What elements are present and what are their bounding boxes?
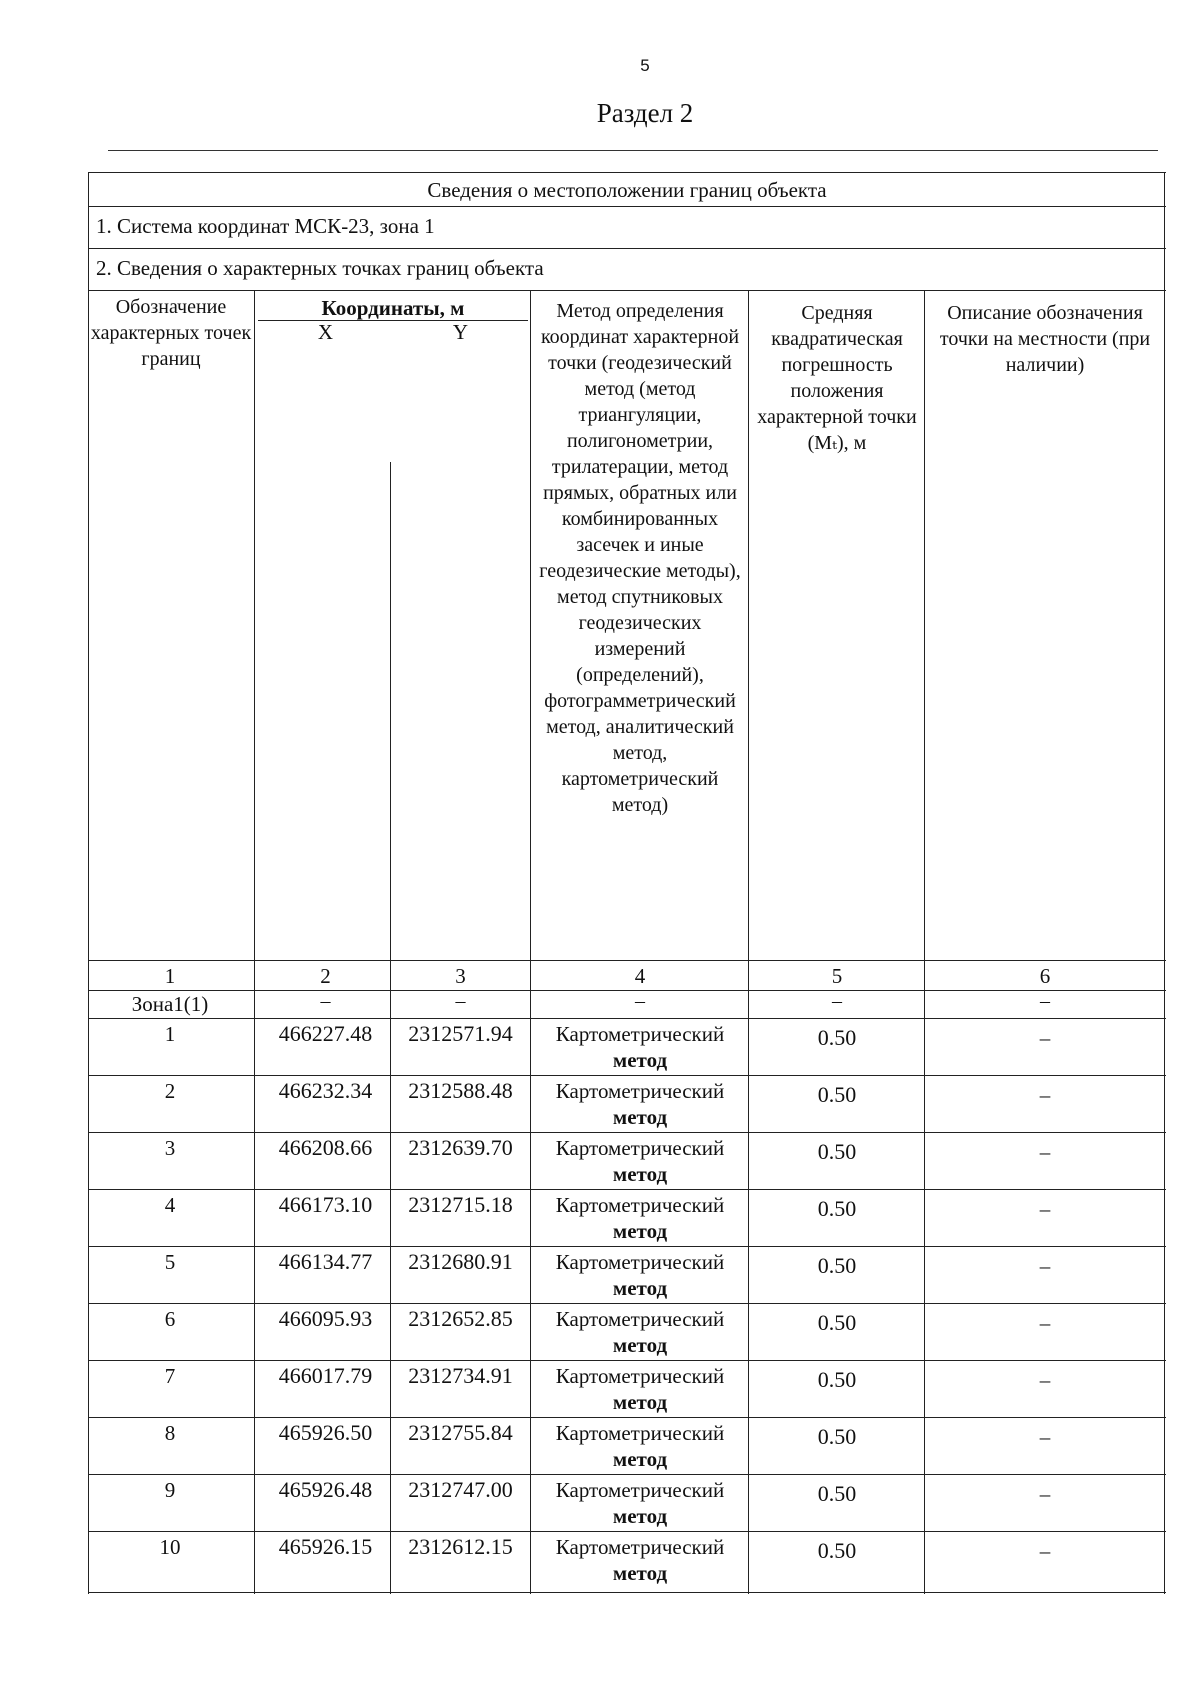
point-number: 2: [164, 1079, 176, 1103]
divider: [88, 248, 1166, 249]
coord-y: 2312612.15: [408, 1534, 513, 1559]
coord-x: 466017.79: [278, 1363, 373, 1388]
mean-error: 0.50: [817, 1310, 857, 1335]
coord-x: 466232.34: [278, 1078, 373, 1103]
point-number: 7: [164, 1364, 176, 1388]
coord-y: 2312571.94: [408, 1021, 513, 1046]
coord-x: 466227.48: [278, 1021, 373, 1046]
mean-error: 0.50: [817, 1025, 857, 1050]
point-number: 4: [164, 1193, 176, 1217]
column-divider: [254, 290, 255, 1594]
coord-y: 2312652.85: [408, 1306, 513, 1331]
column-divider: [748, 290, 749, 1594]
table-top-border: [88, 172, 1166, 173]
mean-error: 0.50: [817, 1139, 857, 1164]
method-line2: метод: [612, 1390, 668, 1414]
point-number: 9: [164, 1478, 176, 1502]
description-dash: –: [1039, 1140, 1051, 1164]
coord-y: 2312680.91: [408, 1249, 513, 1274]
description-dash: –: [1039, 1254, 1051, 1278]
coord-x: 465926.48: [278, 1477, 373, 1502]
header-y: Y: [452, 320, 469, 344]
description-dash: –: [1039, 1539, 1051, 1563]
method-line1: Картометрический: [555, 1022, 725, 1046]
coord-y: 2312715.18: [408, 1192, 513, 1217]
row-divider: [88, 1303, 1166, 1304]
method-line2: метод: [612, 1162, 668, 1186]
method-line2: метод: [612, 1276, 668, 1300]
description-dash: –: [1039, 1311, 1051, 1335]
mean-error: 0.50: [817, 1196, 857, 1221]
point-number: 1: [164, 1022, 176, 1046]
divider: [88, 1018, 1166, 1019]
method-line1: Картометрический: [555, 1421, 725, 1445]
coord-system: 1. Система координат МСК-23, зона 1: [96, 214, 435, 238]
point-number: 8: [164, 1421, 176, 1445]
coord-x: 466095.93: [278, 1306, 373, 1331]
coord-y: 2312588.48: [408, 1078, 513, 1103]
mean-error: 0.50: [817, 1367, 857, 1392]
header-error: Средняя квадратическая погрешность положения характерной точки (Mₜ), м: [757, 302, 917, 454]
method-line1: Картометрический: [555, 1079, 725, 1103]
method-line2: метод: [612, 1105, 668, 1129]
zone-dash: –: [635, 990, 645, 1012]
method-line1: Картометрический: [555, 1478, 725, 1502]
top-rule: [108, 150, 1158, 151]
zone-label: Зона1(1): [131, 992, 209, 1016]
table-right-border: [1164, 172, 1165, 1594]
mean-error: 0.50: [817, 1424, 857, 1449]
coord-x: 465926.15: [278, 1534, 373, 1559]
method-line2: метод: [612, 1561, 668, 1585]
point-number: 10: [159, 1535, 181, 1559]
divider: [88, 290, 1166, 291]
column-number: 2: [320, 964, 331, 988]
column-number: 5: [831, 964, 843, 988]
column-number: 4: [634, 964, 646, 988]
description-dash: –: [1039, 1368, 1051, 1392]
row-divider: [88, 1189, 1166, 1190]
table-title: Сведения о местоположении границ объекта: [427, 178, 827, 202]
row-divider: [88, 1417, 1166, 1418]
coord-y: 2312755.84: [408, 1420, 513, 1445]
coord-x: 466173.10: [278, 1192, 373, 1217]
description-dash: –: [1039, 1026, 1051, 1050]
mean-error: 0.50: [817, 1082, 857, 1107]
divider: [88, 960, 1166, 961]
column-divider: [924, 290, 925, 1594]
coord-x: 466208.66: [278, 1135, 373, 1160]
coord-y: 2312734.91: [408, 1363, 513, 1388]
coord-x: 465926.50: [278, 1420, 373, 1445]
header-point-label: Обозначение характерных точек границ: [90, 296, 252, 370]
page-number: 5: [640, 56, 650, 75]
zone-dash: –: [455, 990, 466, 1012]
coord-y: 2312639.70: [408, 1135, 513, 1160]
boundary-table: [88, 172, 1166, 1594]
method-line1: Картометрический: [555, 1535, 725, 1559]
coord-x: 466134.77: [278, 1249, 373, 1274]
row-divider: [88, 1474, 1166, 1475]
method-line1: Картометрический: [555, 1364, 725, 1388]
points-title: 2. Сведения о характерных точках границ объекта: [96, 256, 544, 280]
method-line2: метод: [612, 1048, 668, 1072]
coord-y: 2312747.00: [408, 1477, 513, 1502]
method-line1: Картометрический: [555, 1307, 725, 1331]
method-line1: Картометрический: [555, 1250, 725, 1274]
point-number: 5: [164, 1250, 176, 1274]
row-divider: [88, 1132, 1166, 1133]
mean-error: 0.50: [817, 1538, 857, 1563]
row-divider: [88, 1246, 1166, 1247]
description-dash: –: [1039, 1197, 1051, 1221]
method-line1: Картометрический: [555, 1193, 725, 1217]
row-divider: [88, 1531, 1166, 1532]
mean-error: 0.50: [817, 1253, 857, 1278]
point-number: 6: [164, 1307, 176, 1331]
row-divider: [88, 1075, 1166, 1076]
method-line2: метод: [612, 1504, 668, 1528]
column-number: 3: [455, 964, 466, 988]
description-dash: –: [1039, 1482, 1051, 1506]
zone-dash: –: [320, 990, 331, 1012]
description-dash: –: [1039, 1425, 1051, 1449]
zone-dash: –: [832, 990, 842, 1012]
column-number: 6: [1039, 964, 1051, 988]
header-coordinates: Координаты, м: [321, 296, 465, 320]
header-description: Описание обозначения точки на местности (при наличии): [939, 302, 1151, 376]
method-line2: метод: [612, 1333, 668, 1357]
description-dash: –: [1039, 1083, 1051, 1107]
mean-error: 0.50: [817, 1481, 857, 1506]
table-bottom-border: [88, 1592, 1166, 1593]
method-line1: Картометрический: [555, 1136, 725, 1160]
point-number: 3: [164, 1136, 176, 1160]
column-divider: [530, 290, 531, 1594]
section-title: Раздел 2: [596, 98, 694, 128]
header-x: X: [317, 320, 334, 344]
zone-dash: –: [1040, 990, 1050, 1012]
method-line2: метод: [612, 1219, 668, 1243]
divider: [88, 206, 1166, 207]
method-line2: метод: [612, 1447, 668, 1471]
row-divider: [88, 1360, 1166, 1361]
header-method: Метод определения координат характерной точки (геодезический метод (метод триангуляции, полигонометрии, трилатерации, метод прямых, обратных или комбинированных засечек и иные геодезические методы), метод спутниковых геодезических измерений (определений), фотограмметрический метод, аналитический метод, картометрический метод): [539, 300, 741, 816]
column-number: 1: [164, 964, 176, 988]
